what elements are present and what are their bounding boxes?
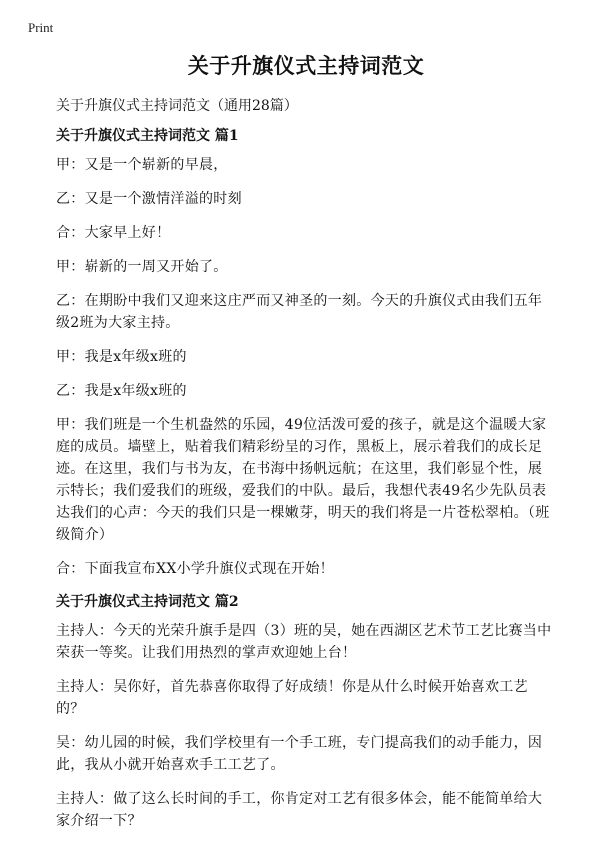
paragraph: 甲：又是一个崭新的早晨，	[56, 157, 228, 173]
paragraph: 合：大家早上好！	[56, 225, 171, 241]
paragraph: 主持人：做了这么长时间的手工，你肯定对工艺有很多体会，能不能简单给大家介绍一下？	[56, 791, 543, 829]
paragraph: 主持人：今天的光荣升旗手是四（3）班的吴，她在西湖区艺术节工艺比赛当中荣获一等奖。让我们用热烈的掌声欢迎她上台！	[56, 623, 552, 661]
paragraph: 乙：又是一个激情洋溢的时刻	[56, 191, 242, 207]
paragraph: 甲：我们班是一个生机盎然的乐园，49位活泼可爱的孩子，就是这个温暖大家庭的成员。墙壁上，贴着我们精彩纷呈的习作，黑板上，展示着我们的成长足迹。在这里，我们与书为友，在书海中扬帆远航；在这里，我们彰显个性，展示特长；我们爱我们的班级，爱我们的中队。最后，我想代表49名少先队员表达我们的心声：今天的我们只是一棵嫩芽，明天的我们将是一片苍松翠柏。（班级简介）	[56, 417, 550, 543]
paragraph: 乙：我是x年级x班的	[56, 383, 187, 399]
document-subtitle: 关于升旗仪式主持词范文（通用28篇）	[56, 98, 298, 114]
print-link[interactable]: Print	[28, 20, 54, 35]
section-2	[56, 592, 556, 832]
section-heading: 关于升旗仪式主持词范文 篇2	[56, 594, 239, 610]
document-title: 关于升旗仪式主持词范文	[187, 53, 425, 78]
paragraph: 甲：崭新的一周又开始了。	[56, 259, 228, 275]
paragraph: 吴：幼儿园的时候，我们学校里有一个手工班，专门提高我们的动手能力，因此，我从小就开始喜欢手工工艺了。	[56, 735, 543, 773]
section-1	[56, 126, 556, 580]
paragraph: 乙：在期盼中我们又迎来这庄严而又神圣的一刻。今天的升旗仪式由我们五年级2班为大家主持。	[56, 293, 543, 331]
document	[56, 52, 556, 844]
paragraph: 甲：我是x年级x班的	[56, 349, 187, 365]
paragraph: 合：下面我宣布XX小学升旗仪式现在开始！	[56, 561, 334, 577]
paragraph: 主持人：吴你好，首先恭喜你取得了好成绩！你是从什么时候开始喜欢工艺的？	[56, 679, 528, 717]
section-heading: 关于升旗仪式主持词范文 篇1	[56, 128, 239, 144]
